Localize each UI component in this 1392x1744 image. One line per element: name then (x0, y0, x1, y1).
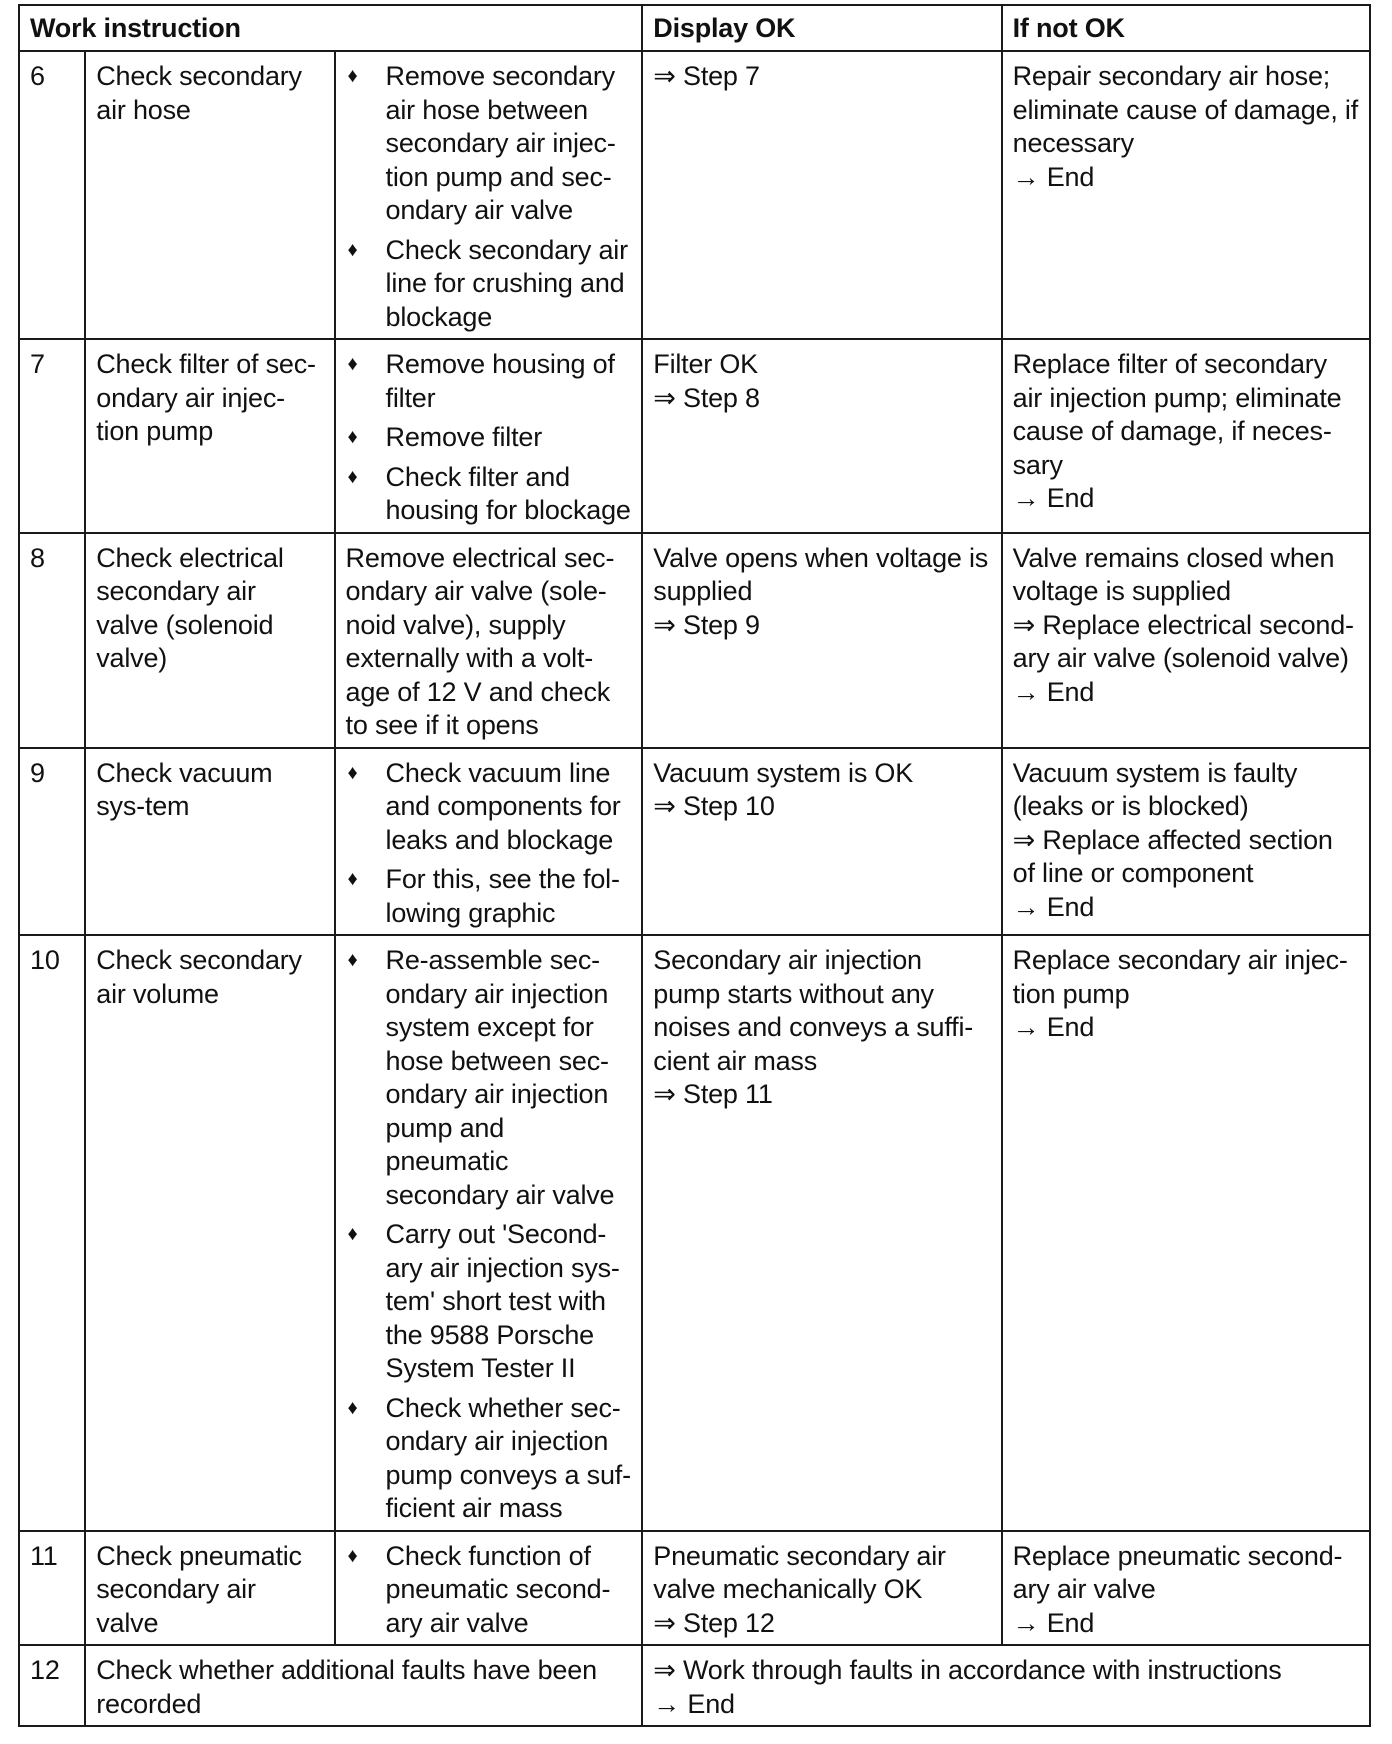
step-number: 7 (19, 339, 85, 533)
display-ok-line: ⇒ Step 7 (653, 61, 760, 91)
bullet-icon: ♦ (347, 868, 358, 890)
table-row-step-9 (19, 748, 1370, 936)
action-text: Remove housing of filter (385, 349, 615, 413)
display-ok-line: Valve opens when voltage is supplied (653, 542, 989, 606)
action-item (346, 1540, 632, 1641)
if-not-ok-cell (1002, 1531, 1370, 1646)
action-text: Check secondary air line for crushing and blockage (385, 234, 628, 332)
action-item (346, 1218, 632, 1386)
step-number: 8 (19, 533, 85, 748)
if-not-ok-line: Replace filter of secondary air injection pump; eliminate cause of damage, if neces-sary (1012, 349, 1342, 480)
display-ok-line: Filter OK (653, 349, 758, 379)
display-ok-cell (642, 339, 1001, 533)
if-not-ok-line: → End (1012, 1012, 1095, 1042)
table-row-step-12 (19, 1645, 1370, 1726)
display-ok-cell (642, 748, 1001, 936)
header-work-instruction: Work instruction (19, 5, 642, 51)
check-description: Check secondary air hose (85, 51, 334, 339)
bullet-icon: ♦ (347, 65, 358, 87)
result-line: ⇒ Work through faults in accordance with instructions (653, 1655, 1282, 1685)
bullet-icon: ♦ (347, 1396, 358, 1419)
if-not-ok-line: → End (1012, 891, 1095, 922)
if-not-ok-line: → End (1012, 676, 1095, 707)
action-cell (335, 748, 643, 936)
if-not-ok-line: Replace pneumatic second-ary air valve (1012, 1540, 1343, 1604)
if-not-ok-line: Valve remains closed when voltage is supplied (1012, 542, 1335, 606)
action-text: For this, see the fol-lowing graphic (385, 864, 620, 928)
step-number: 9 (19, 748, 85, 936)
if-not-ok-cell (1002, 748, 1370, 936)
action-text: Check vacuum line and components for leaks and blockage (385, 757, 621, 855)
result-line: → End (653, 1688, 735, 1719)
if-not-ok-cell (1002, 533, 1370, 748)
if-not-ok-line: → End (1012, 161, 1095, 192)
check-description: Check electrical secondary air valve (solenoid valve) (85, 533, 334, 748)
action-item (346, 234, 632, 335)
display-ok-line: ⇒ Step 8 (653, 382, 760, 413)
if-not-ok-cell (1002, 339, 1370, 533)
header-display-ok: Display OK (642, 5, 1001, 51)
action-item (346, 944, 632, 1212)
action-text: Carry out 'Second-ary air injection sys-tem' short test with the 9588 Porsche System Tester II (385, 1219, 620, 1383)
header-row (19, 5, 1370, 51)
bullet-icon: ♦ (347, 238, 358, 261)
display-ok-line: Vacuum system is OK (653, 757, 914, 788)
display-ok-cell (642, 51, 1001, 339)
if-not-ok-line: Repair secondary air hose; eliminate cause of damage, if necessary (1012, 61, 1359, 158)
display-ok-line: Pneumatic secondary air valve mechanically OK (653, 1540, 946, 1604)
action-list (346, 944, 632, 1526)
step-number: 11 (19, 1531, 85, 1646)
action-item (346, 863, 632, 930)
check-description: Check filter of sec-ondary air injec-tion pump (85, 339, 334, 533)
action-item (346, 1392, 632, 1526)
display-ok-cell (642, 935, 1001, 1531)
bullet-icon: ♦ (347, 1544, 358, 1567)
display-ok-line: Secondary air injection pump starts without any noises and conveys a suffi-cient air mass (653, 945, 974, 1076)
check-description: Check vacuum sys-tem (85, 748, 334, 936)
action-item (346, 421, 632, 455)
action-text: Re-assemble sec-ondary air injection system except for hose between sec-ondary air injection pump and pneumatic secondary air valve (385, 945, 615, 1210)
action-item (346, 757, 632, 858)
header-if-not-ok: If not OK (1002, 5, 1370, 51)
display-ok-line: ⇒ Step 11 (653, 1079, 773, 1109)
action-cell: Remove electrical sec-ondary air valve (sole-noid valve), supply externally with a volt-age of 12 V and check to see if it opens (335, 533, 643, 748)
action-list (346, 60, 632, 334)
if-not-ok-line: → End (1012, 483, 1095, 513)
bullet-icon: ♦ (347, 761, 358, 784)
check-description: Check pneumatic secondary air valve (85, 1531, 334, 1646)
action-item (346, 348, 632, 415)
display-ok-line: ⇒ Step 10 (653, 791, 775, 821)
action-text: Remove filter (385, 422, 542, 452)
action-item (346, 60, 632, 228)
action-text: Check whether sec-ondary air injection pump conveys a suf-ficient air mass (385, 1392, 631, 1523)
table-row-step-7 (19, 339, 1370, 533)
action-cell (335, 339, 643, 533)
check-description: Check whether additional faults have been recorded (85, 1645, 642, 1726)
table-row-step-6 (19, 51, 1370, 339)
bullet-icon: ♦ (347, 1223, 358, 1245)
table-row-step-8 (19, 533, 1370, 748)
action-list (346, 348, 632, 528)
if-not-ok-line: ⇒ Replace affected section of line or component (1012, 824, 1333, 888)
result-cell (642, 1645, 1370, 1726)
table-row-step-10 (19, 935, 1370, 1531)
action-text: Check function of pneumatic second-ary air valve (385, 1540, 611, 1638)
work-instruction-table (18, 4, 1371, 1727)
if-not-ok-line: Replace secondary air injec-tion pump (1012, 945, 1348, 1009)
if-not-ok-cell (1002, 935, 1370, 1531)
action-text: Check filter and housing for blockage (385, 461, 631, 525)
if-not-ok-cell (1002, 51, 1370, 339)
action-cell (335, 51, 643, 339)
action-item (346, 461, 632, 528)
action-list (346, 1540, 632, 1641)
bullet-icon: ♦ (347, 353, 358, 375)
step-number: 10 (19, 935, 85, 1531)
display-ok-cell (642, 1531, 1001, 1646)
action-text: Remove secondary air hose between secondary air injec-tion pump and sec-ondary air valve (385, 61, 616, 225)
bullet-icon: ♦ (347, 465, 358, 488)
check-description: Check secondary air volume (85, 935, 334, 1531)
bullet-icon: ♦ (347, 426, 358, 448)
if-not-ok-line: Vacuum system is faulty (leaks or is blocked) (1012, 757, 1298, 821)
step-number: 6 (19, 51, 85, 339)
action-cell (335, 935, 643, 1531)
if-not-ok-line: ⇒ Replace electrical second-ary air valve (solenoid valve) (1012, 609, 1354, 673)
action-list (346, 757, 632, 931)
if-not-ok-line: → End (1012, 1607, 1095, 1638)
display-ok-line: ⇒ Step 9 (653, 609, 760, 640)
table-row-step-11 (19, 1531, 1370, 1646)
bullet-icon: ♦ (347, 949, 358, 971)
action-cell (335, 1531, 643, 1646)
display-ok-line: ⇒ Step 12 (653, 1607, 775, 1638)
step-number: 12 (19, 1645, 85, 1726)
display-ok-cell (642, 533, 1001, 748)
